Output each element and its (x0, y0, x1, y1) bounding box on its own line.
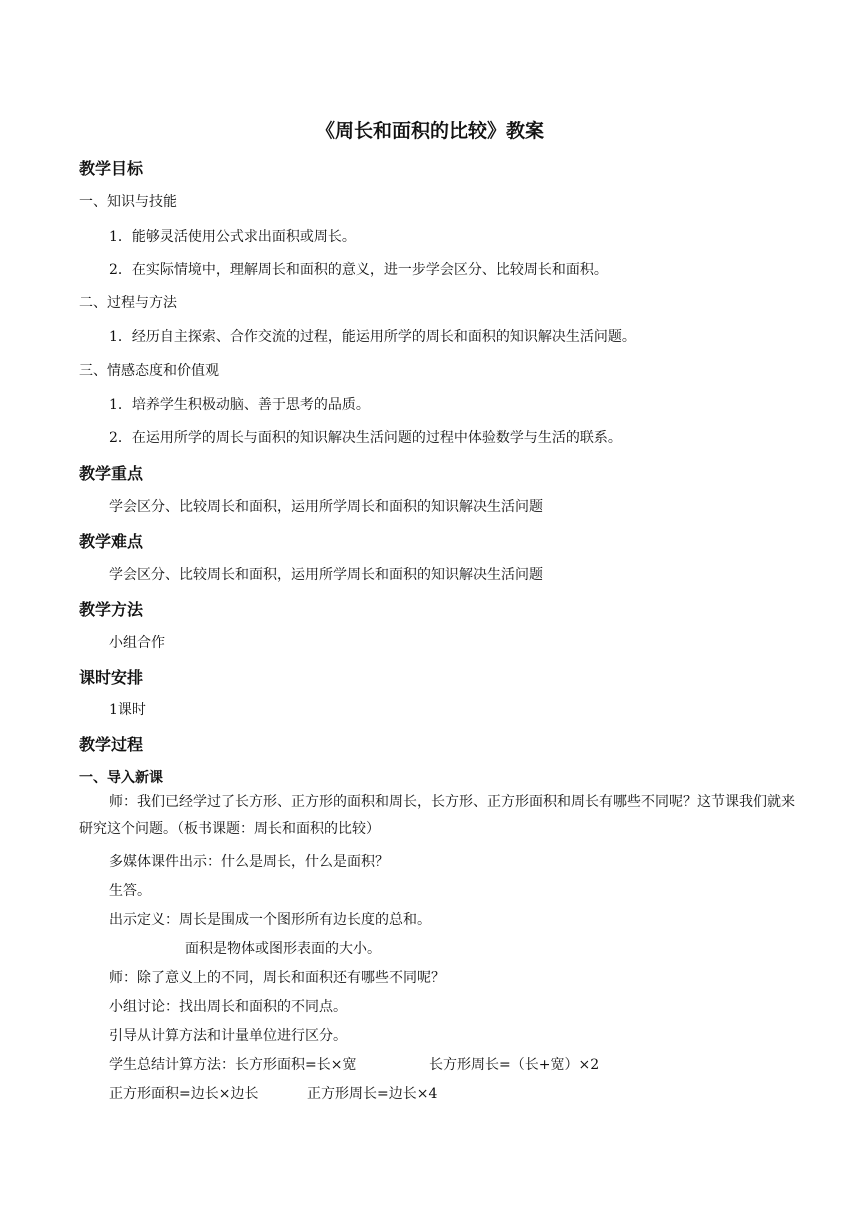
heading-process: 教学过程 (79, 735, 144, 754)
objective-item: 2．在实际情境中，理解周长和面积的意义，进一步学会区分、比较周长和面积。 (109, 262, 608, 278)
objective-item: 1．经历自主探索、合作交流的过程，能运用所学的周长和面积的知识解决生活问题。 (109, 329, 636, 345)
formula-rect-area: 学生总结计算方法：长方形面积=长×宽 (109, 1057, 357, 1073)
process-line: 多媒体课件出示：什么是周长，什么是面积？ (109, 854, 389, 870)
heading-method: 教学方法 (79, 600, 144, 619)
intro-paragraph: 师：我们已经学过了长方形、正方形的面积和周长，长方形、正方形面积和周长有哪些不同呢？这节课我们就来研究这个问题。（板书课题：周长和面积的比较） (79, 794, 795, 837)
key-points-text: 学会区分、比较周长和面积，运用所学周长和面积的知识解决生活问题 (109, 499, 543, 515)
heading-schedule: 课时安排 (79, 668, 144, 687)
process-line: 生答。 (109, 883, 151, 899)
schedule-text: 1课时 (109, 702, 146, 718)
process-line: 小组讨论：找出周长和面积的不同点。 (109, 999, 347, 1015)
section-intro: 一、导入新课 (79, 770, 163, 786)
process-line: 面积是物体或图形表面的大小。 (185, 941, 381, 957)
formula-square-perimeter: 正方形周长=边长×4 (307, 1086, 438, 1102)
difficulties-text: 学会区分、比较周长和面积，运用所学周长和面积的知识解决生活问题 (109, 567, 543, 583)
section-process: 二、过程与方法 (79, 295, 177, 311)
objective-item: 2．在运用所学的周长与面积的知识解决生活问题的过程中体验数学与生活的联系。 (109, 430, 622, 446)
formula-square-area: 正方形面积=边长×边长 (109, 1086, 259, 1102)
section-knowledge: 一、知识与技能 (79, 194, 177, 210)
heading-objectives: 教学目标 (79, 159, 144, 178)
process-line: 师：除了意义上的不同，周长和面积还有哪些不同呢？ (109, 970, 445, 986)
formula-rect-perimeter: 长方形周长=（长+宽）×2 (429, 1057, 600, 1073)
process-line: 出示定义：周长是围成一个图形所有边长度的总和。 (109, 912, 431, 928)
method-text: 小组合作 (109, 635, 165, 651)
objective-item: 1．能够灵活使用公式求出面积或周长。 (109, 229, 356, 245)
section-attitude: 三、情感态度和价值观 (79, 363, 219, 379)
document-title: 《周长和面积的比较》教案 (315, 120, 544, 142)
heading-difficulties: 教学难点 (79, 532, 144, 551)
heading-key-points: 教学重点 (79, 464, 144, 483)
objective-item: 1．培养学生积极动脑、善于思考的品质。 (109, 397, 370, 413)
process-line: 引导从计算方法和计量单位进行区分。 (109, 1028, 347, 1044)
